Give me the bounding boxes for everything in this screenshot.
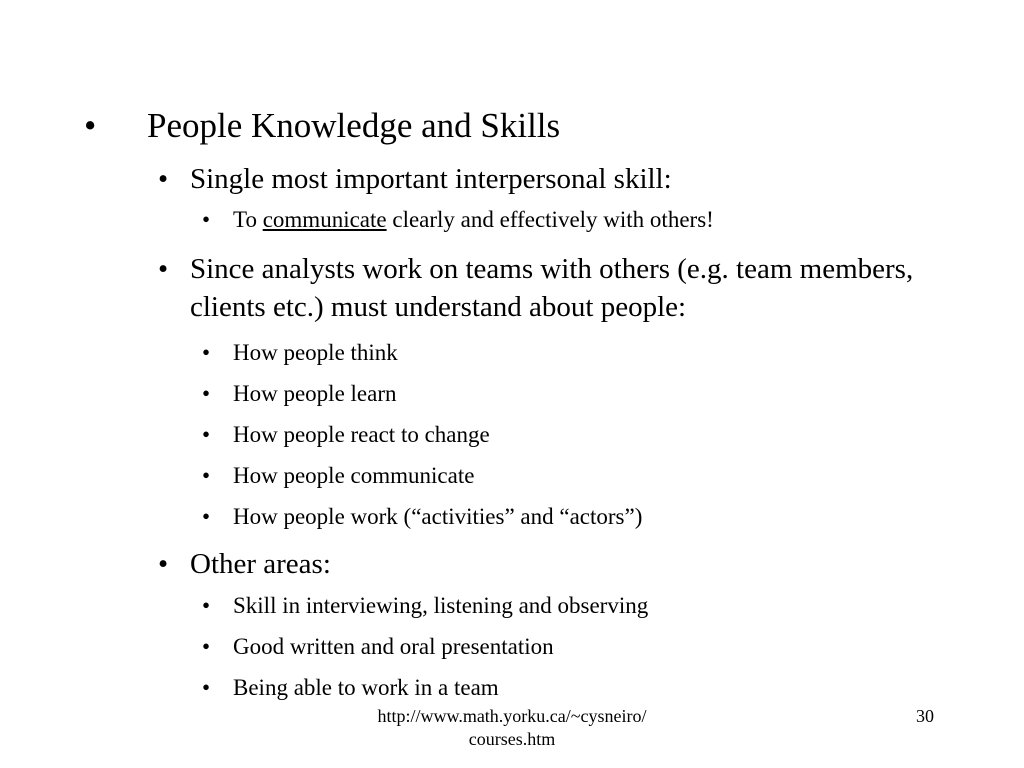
footer-url-line1: http://www.math.yorku.ca/~cysneiro/ (377, 706, 647, 726)
subitem-suffix: clearly and effectively with others! (386, 207, 714, 232)
list-item-text: How people communicate (233, 463, 475, 488)
bullet-icon: • (158, 163, 169, 195)
section2-item (158, 250, 938, 326)
bullet-icon: • (202, 675, 211, 700)
list-item (202, 591, 648, 621)
bullet-icon: • (202, 463, 211, 488)
section2-title: Since analysts work on teams with others (e.g. team members, clients etc.) must understand about people: (190, 253, 914, 323)
footer-url (312, 705, 712, 751)
list-item-text: How people learn (233, 381, 397, 406)
list-item-text: How people react to change (233, 422, 490, 447)
subitem-prefix: To (233, 207, 263, 232)
bullet-icon: • (158, 548, 169, 580)
bullet-icon: • (202, 340, 211, 365)
section1-subitem (202, 205, 714, 235)
bullet-icon: • (202, 422, 211, 447)
page-number: 30 (916, 706, 934, 726)
slide-heading: People Knowledge and Skills (147, 106, 561, 145)
bullet-icon: • (158, 253, 169, 285)
list-item (202, 461, 474, 491)
list-item-text: How people think (233, 340, 398, 365)
list-item (202, 673, 499, 703)
bullet-icon: • (202, 634, 211, 659)
list-item (202, 502, 642, 532)
bullet-icon: • (202, 381, 211, 406)
list-item (202, 632, 554, 662)
list-item (202, 379, 397, 409)
footer-url-line2: courses.htm (468, 729, 556, 749)
section3-item (158, 545, 938, 583)
section1-subitem-text (233, 205, 714, 235)
list-item (202, 420, 490, 450)
subitem-underlined-word: communicate (262, 207, 387, 232)
section1-title: Single most important interpersonal skill: (190, 163, 672, 195)
section3-title: Other areas: (190, 548, 331, 580)
section1-item (158, 160, 938, 198)
list-item (202, 338, 398, 368)
list-item-text: Being able to work in a team (233, 675, 499, 700)
list-item-text: Good written and oral presentation (233, 634, 554, 659)
bullet-icon: • (202, 504, 211, 529)
list-item-text: How people work (“activities” and “actors”) (233, 504, 643, 529)
bullet-icon: • (202, 207, 211, 232)
list-item-text: Skill in interviewing, listening and observing (233, 593, 649, 618)
bullet-icon: • (84, 106, 97, 145)
bullet-icon: • (202, 593, 211, 618)
